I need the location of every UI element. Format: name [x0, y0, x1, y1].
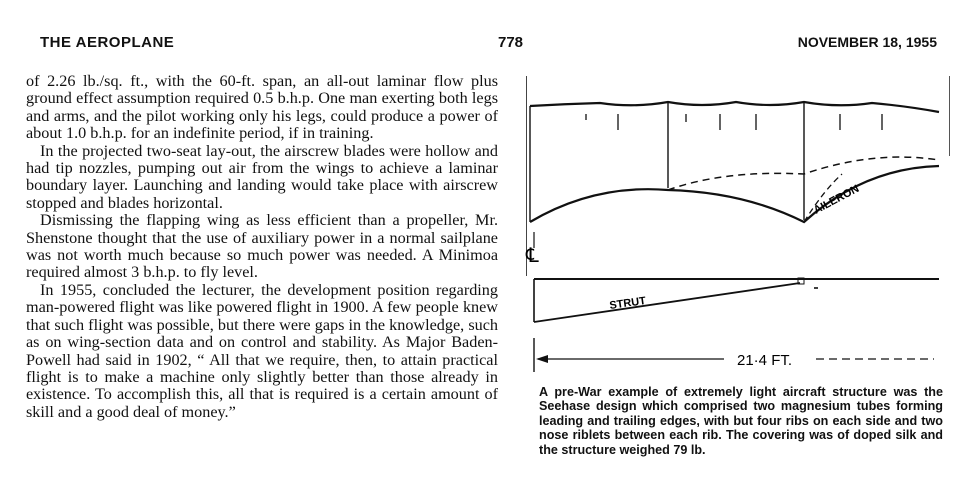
wing-leading-edge: [530, 102, 939, 112]
span-label: 21·4 FT.: [737, 352, 793, 369]
article-paragraph: In 1955, concluded the lecturer, the development position regarding man-powered flight was like powered flight in 1900. A few people knew that such flight was possible, but there were gaps in the knowledge, such as on wing-section data and on control and stability. As Major Baden-Powell had said in 1902, “ All that we require, then, to attain practical flight is to make a machine only slightly better than those already in existence. To accomplish this, all that is required is a certain amount of skill and a good deal of money.”: [26, 280, 498, 421]
wing-structure-diagram: [524, 72, 954, 382]
issue-date: NOVEMBER 18, 1955: [797, 34, 937, 50]
centerline-symbol: ℄: [526, 243, 539, 267]
aileron-label: AILERON: [811, 182, 862, 217]
article-paragraph: In the projected two-seat lay-out, the airscrew blades were hollow and had tip nozzles, pumping out air from the wings to achieve a laminar boundary layer. Launching and landing would take place with airscrew stopped and blades horizontal.: [26, 141, 498, 212]
publication-title: THE AEROPLANE: [40, 34, 175, 51]
rib-markers: [586, 114, 882, 130]
strut-line: [534, 283, 800, 322]
article-body: [26, 73, 498, 421]
strut-label: STRUT: [608, 294, 647, 312]
page-number: 778: [498, 34, 524, 51]
wing-trailing-edge: [530, 166, 939, 222]
article-paragraph: Dismissing the flapping wing as less efficient than a propeller, Mr. Shenstone thought that the use of auxiliary power in a normal sailplane was not worth much because so much power was needed. A Minimoa required almost 3 b.h.p. to fly level.: [26, 211, 498, 282]
page-edge-rule: [949, 76, 950, 156]
span-arrowhead: [536, 355, 548, 363]
figure-caption: A pre-War example of extremely light aircraft structure was the Seehase design which comprised two magnesium tubes forming leading and trailing edges, with but four ribs on each side and two nose riblets between each rib. The covering was of doped silk and the structure weighed 79 lb.: [539, 385, 943, 457]
page-header: [0, 34, 959, 54]
article-paragraph: of 2.26 lb./sq. ft., with the 60-ft. span, an all-out laminar flow plus ground effect assumption required 0.5 b.h.p. One man exerting both legs and arms, and the pilot working only his legs, could produce a power of about 1.0 b.h.p. for an indefinite period, if in training.: [26, 72, 498, 143]
